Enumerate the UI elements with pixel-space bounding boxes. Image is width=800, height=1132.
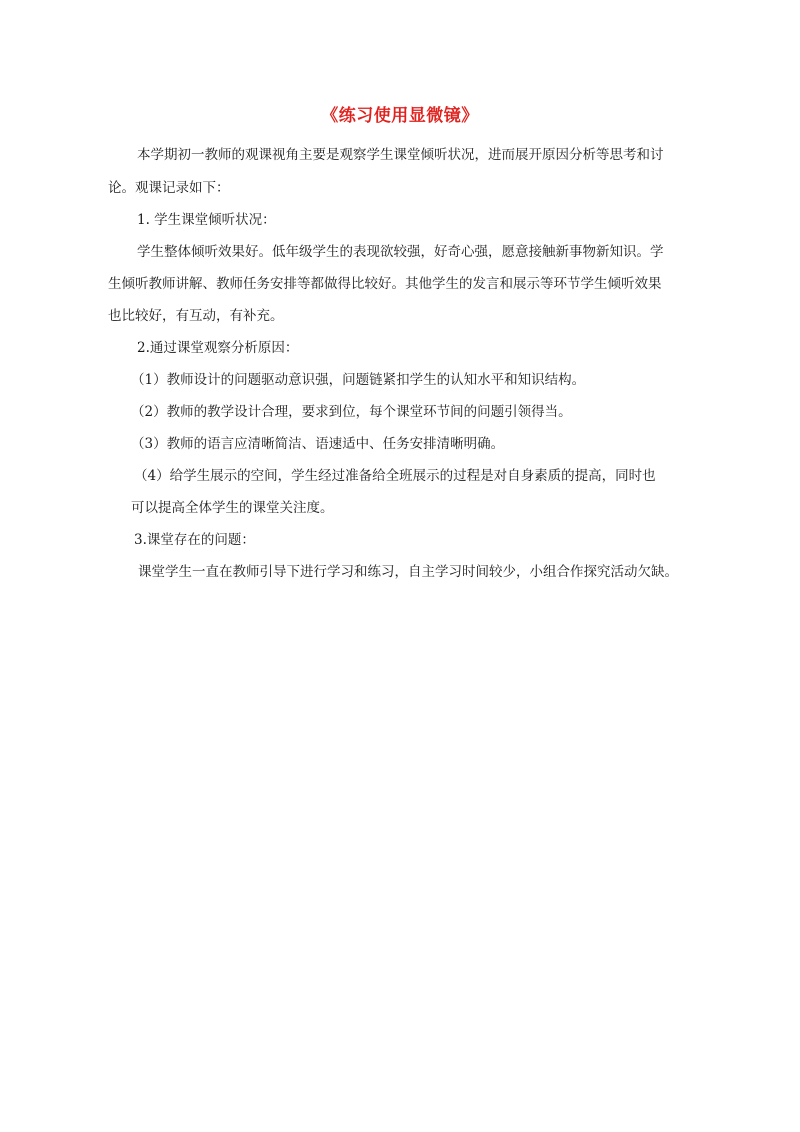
document-title: 《练习使用显微镜》 [321, 106, 479, 126]
section-1-line-1: 学生整体倾听效果好。低年级学生的表现欲较强，好奇心强，愿意接触新事物新知识。学 [137, 244, 664, 260]
intro-line-1: 本学期初一教师的观课视角主要是观察学生课堂倾听状况，进而展开原因分析等思考和讨 [137, 147, 664, 163]
section-1-heading: 1. 学生课堂倾听状况： [137, 212, 276, 228]
intro-line-2: 论。观课记录如下： [108, 180, 230, 196]
section-1-line-3: 也比较好，有互动，有补充。 [108, 308, 284, 324]
section-2-heading: 2.通过课堂观察分析原因： [137, 340, 299, 356]
reason-item-3: （3）教师的语言应清晰简洁、语速适中、任务安排清晰明确。 [131, 436, 505, 452]
reason-item-2: （2）教师的教学设计合理，要求到位，每个课堂环节间的问题引领得当。 [131, 404, 572, 420]
section-1-line-2: 生倾听教师讲解、教师任务安排等都做得比较好。其他学生的发言和展示等环节学生倾听效果 [108, 276, 662, 292]
section-3-line-1: 课堂学生一直在教师引导下进行学习和练习，自主学习时间较少，小组合作探究活动欠缺。 [138, 564, 678, 580]
section-3-heading: 3.课堂存在的问题： [134, 532, 255, 548]
reason-item-4-line-2: 可以提高全体学生的课堂关注度。 [131, 500, 334, 516]
reason-item-4-line-1: （4）给学生展示的空间，学生经过准备给全班展示的过程是对自身素质的提高，同时也 [134, 468, 656, 484]
reason-item-1: （1）教师设计的问题驱动意识强，问题链紧扣学生的认知水平和知识结构。 [131, 372, 586, 388]
